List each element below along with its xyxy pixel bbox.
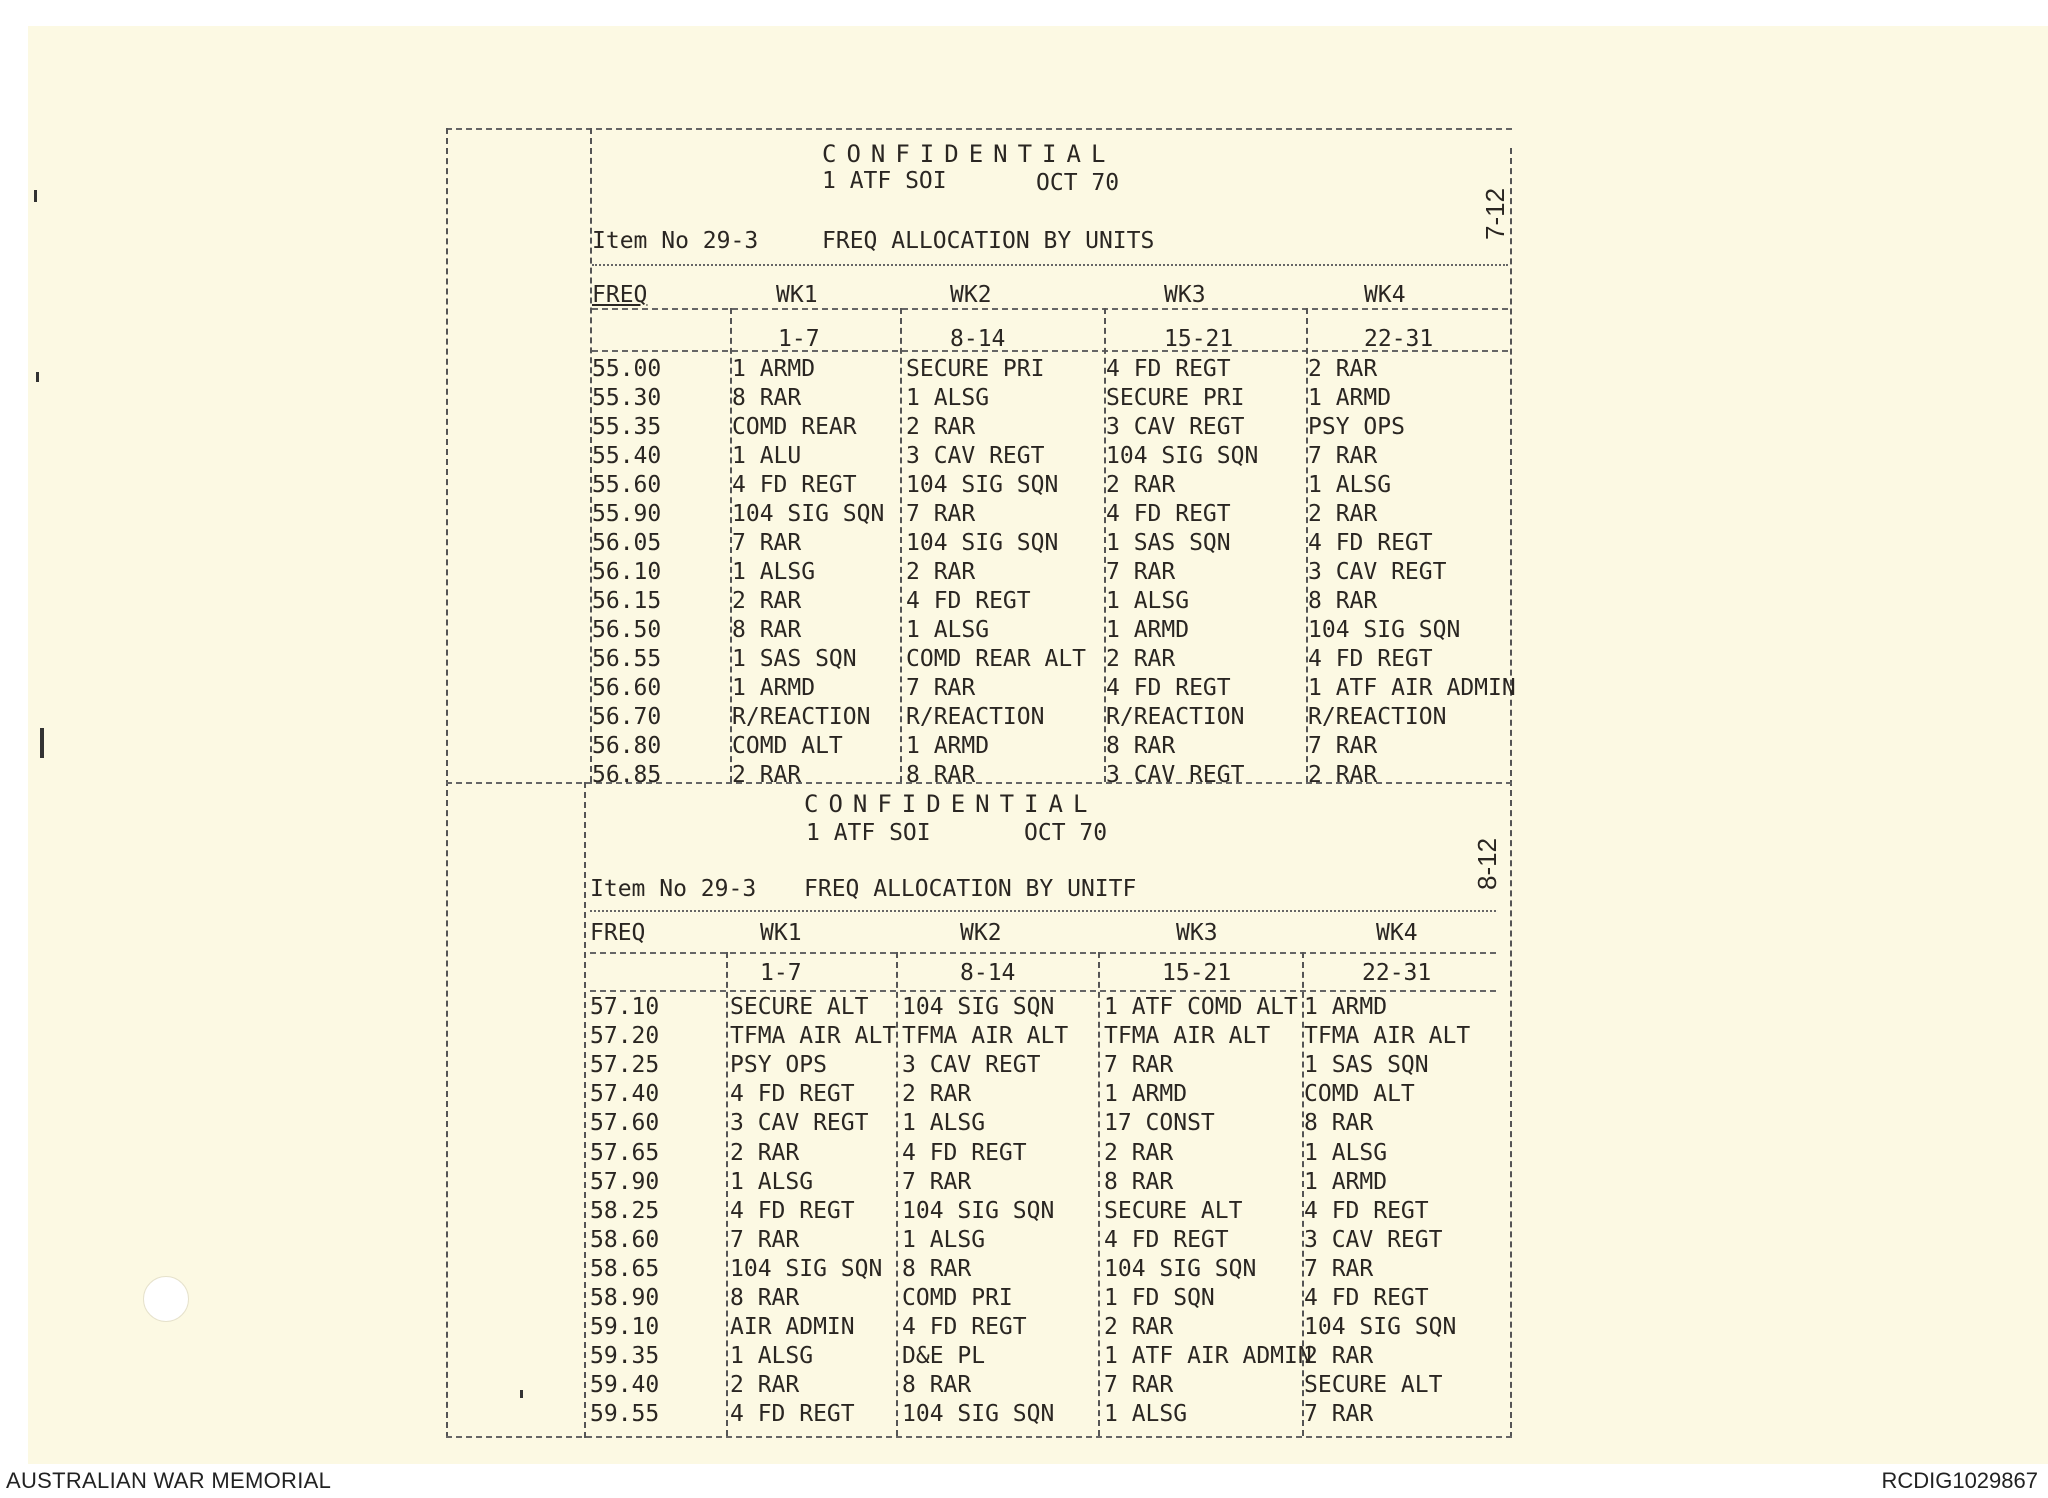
wk3-cell: 104 SIG SQN [1106,443,1259,469]
punch-hole [143,1276,189,1322]
wk1-cell: 2 RAR [732,762,802,788]
wk3-cell: 8 RAR [1104,1168,1174,1195]
wk4-cell: 8 RAR [1304,1110,1374,1137]
column-header-wk3: WK3 [1164,282,1206,308]
wk2-cell: 8 RAR [902,1372,972,1399]
wk4-cell: 104 SIG SQN [1304,1314,1457,1341]
item-title: FREQ ALLOCATION BY UNITF [804,876,1137,902]
footer-record-id: RCDIG1029867 [1881,1468,2038,1493]
wk4-cell: 3 CAV REGT [1308,559,1447,585]
freq-cell: 56.80 [592,733,662,759]
wk1-cell: 7 RAR [732,530,802,556]
wk2-cell: 4 FD REGT [902,1139,1027,1166]
wk2-cell: 104 SIG SQN [906,530,1059,556]
wk4-cell: 7 RAR [1308,733,1378,759]
wk3-cell: SECURE PRI [1106,385,1245,411]
freq-cell: 57.60 [590,1110,660,1137]
freq-cell: 57.65 [590,1139,660,1166]
classification-heading: CONFIDENTIAL [822,140,1116,168]
footer-source: AUSTRALIAN WAR MEMORIAL [6,1468,332,1493]
wk1-cell: 104 SIG SQN [730,1255,883,1282]
wk1-cell: PSY OPS [730,1052,827,1079]
wk2-cell: 1 ARMD [906,733,990,759]
wk2-cell: 4 FD REGT [906,588,1031,614]
wk1-cell: 4 FD REGT [730,1401,855,1428]
col-divider-1 [726,952,728,1436]
wk2-cell: 1 ALSG [906,617,990,643]
wk3-cell: 1 FD SQN [1104,1285,1215,1311]
wk1-cell: 7 RAR [730,1226,800,1253]
paper-mark [34,190,37,202]
wk1-cell: 1 ALSG [732,559,816,585]
wk4-cell: 8 RAR [1308,588,1378,614]
subheading-right: OCT 70 [1024,820,1108,846]
wk2-cell: TFMA AIR ALT [902,1023,1069,1050]
wk2-cell: 7 RAR [902,1168,972,1195]
wk4-cell: 2 RAR [1304,1343,1374,1370]
freq-cell: 55.00 [592,356,662,382]
wk1-cell: 8 RAR [732,385,802,411]
wk3-cell: 1 ARMD [1104,1081,1188,1108]
right-border-line [1510,148,1512,1438]
wk3-cell: 2 RAR [1106,472,1176,498]
freq-cell: 56.60 [592,675,662,701]
range-wk2: 8-14 [950,326,1006,352]
wk4-cell: 104 SIG SQN [1308,617,1461,643]
range-wk1: 1-7 [760,960,802,986]
item-title: FREQ ALLOCATION BY UNITS [822,228,1155,254]
column-header-freq: FREQ [590,920,646,946]
wk3-cell: 1 ALSG [1106,588,1190,614]
freq-cell: 56.70 [592,704,662,730]
wk4-cell: 1 ARMD [1304,1168,1388,1195]
wk3-cell: TFMA AIR ALT [1104,1023,1271,1050]
wk4-cell: TFMA AIR ALT [1304,1023,1471,1050]
wk4-cell: 1 ARMD [1308,385,1392,411]
wk4-cell: 1 SAS SQN [1304,1052,1429,1079]
column-header-wk2: WK2 [960,920,1002,946]
wk1-cell: 3 CAV REGT [730,1110,869,1137]
title-rule [590,910,1496,912]
wk1-cell: 4 FD REGT [730,1197,855,1224]
col-divider-3 [1098,952,1100,1436]
wk2-cell: 2 RAR [906,414,976,440]
freq-cell: 59.40 [590,1372,660,1399]
wk3-cell: SECURE ALT [1104,1197,1243,1224]
wk3-cell: 4 FD REGT [1106,356,1231,382]
freq-cell: 57.40 [590,1081,660,1108]
freq-cell: 56.15 [592,588,662,614]
range-wk1: 1-7 [778,326,820,352]
wk4-cell: 7 RAR [1308,443,1378,469]
wk3-cell: 4 FD REGT [1106,675,1231,701]
wk3-cell: 2 RAR [1106,646,1176,672]
wk3-cell: 3 CAV REGT [1106,762,1245,788]
wk1-cell: TFMA AIR ALT [730,1023,897,1050]
freq-cell: 56.10 [592,559,662,585]
column-header-wk4: WK4 [1376,920,1418,946]
wk1-cell: 2 RAR [730,1139,800,1166]
freq-cell: 59.35 [590,1343,660,1370]
wk3-cell: 4 FD REGT [1106,501,1231,527]
wk2-cell: 7 RAR [906,501,976,527]
wk4-cell: 2 RAR [1308,356,1378,382]
range-wk3: 15-21 [1162,960,1232,986]
wk3-cell: 1 ATF AIR ADMIN [1104,1343,1312,1370]
wk1-cell: 8 RAR [732,617,802,643]
wk4-cell: 4 FD REGT [1308,530,1433,556]
column-header-freq: FREQ [592,282,648,308]
wk1-cell: 1 ALU [732,443,802,469]
subheading-left: 1 ATF SOI [806,820,931,846]
wk2-cell: 1 ALSG [906,385,990,411]
wk2-cell: R/REACTION [906,704,1045,730]
wk2-cell: 2 RAR [906,559,976,585]
wk3-cell: 7 RAR [1104,1052,1174,1079]
wk3-cell: 7 RAR [1106,559,1176,585]
wk1-cell: 1 ARMD [732,356,816,382]
wk4-cell: 4 FD REGT [1304,1285,1429,1311]
item-number: Item No 29-3 [592,228,759,254]
wk3-cell: 4 FD REGT [1104,1226,1229,1253]
wk3-cell: 1 ALSG [1104,1401,1188,1428]
freq-cell: 57.25 [590,1052,660,1079]
wk1-cell: 1 ALSG [730,1168,814,1195]
wk4-cell: 1 ALSG [1308,472,1392,498]
wk2-cell: 104 SIG SQN [902,1197,1055,1224]
wk1-cell: 4 FD REGT [732,472,857,498]
wk3-cell: 17 CONST [1104,1110,1215,1137]
range-wk2: 8-14 [960,960,1016,986]
wk1-cell: 4 FD REGT [730,1081,855,1108]
wk3-cell: 1 SAS SQN [1106,530,1231,556]
wk2-cell: COMD PRI [902,1285,1013,1311]
classification-heading: CONFIDENTIAL [804,790,1098,818]
wk3-cell: 104 SIG SQN [1104,1255,1257,1282]
wk2-cell: 1 ALSG [902,1110,986,1137]
wk1-cell: COMD REAR [732,414,857,440]
item-number: Item No 29-3 [590,876,757,902]
wk1-cell: 1 SAS SQN [732,646,857,672]
freq-cell: 57.20 [590,1023,660,1050]
freq-cell: 56.05 [592,530,662,556]
freq-cell: 58.25 [590,1197,660,1224]
wk3-cell: 2 RAR [1104,1314,1174,1341]
footer-bar [0,1464,2048,1498]
wk2-cell: 8 RAR [906,762,976,788]
wk4-cell: 3 CAV REGT [1304,1226,1443,1253]
wk3-cell: R/REACTION [1106,704,1245,730]
freq-cell: 58.60 [590,1226,660,1253]
wk3-cell: 1 ATF COMD ALT [1104,994,1298,1020]
wk1-cell: 1 ALSG [730,1343,814,1370]
wk3-cell: 1 ARMD [1106,617,1190,643]
paper-mark [36,372,39,382]
wk2-cell: 104 SIG SQN [902,1401,1055,1428]
freq-cell: 57.90 [590,1168,660,1195]
wk2-cell: 4 FD REGT [902,1314,1027,1341]
wk2-cell: 8 RAR [902,1255,972,1282]
wk4-cell: 7 RAR [1304,1255,1374,1282]
freq-cell: 58.65 [590,1255,660,1282]
wk4-cell: 1 ARMD [1304,994,1388,1020]
page-mark: 7-12 [1480,187,1510,240]
wk4-cell: 2 RAR [1308,501,1378,527]
wk3-cell: 7 RAR [1104,1372,1174,1399]
freq-cell: 55.30 [592,385,662,411]
wk1-cell: 2 RAR [732,588,802,614]
freq-cell: 56.85 [592,762,662,788]
freq-cell: 55.40 [592,443,662,469]
freq-cell: 59.55 [590,1401,660,1428]
range-wk4: 22-31 [1362,960,1432,986]
freq-cell: 55.90 [592,501,662,527]
freq-cell: 56.50 [592,617,662,643]
wk4-cell: 4 FD REGT [1304,1197,1429,1224]
wk4-cell: 1 ALSG [1304,1139,1388,1166]
wk2-cell: 104 SIG SQN [906,472,1059,498]
wk1-cell: AIR ADMIN [730,1314,855,1341]
wk1-cell: 8 RAR [730,1285,800,1311]
wk4-cell: R/REACTION [1308,704,1447,730]
wk1-cell: COMD ALT [732,733,843,759]
top-border-line [446,128,1512,130]
freq-cell: 57.10 [590,994,660,1020]
paper-mark [40,728,44,758]
freq-cell: 59.10 [590,1314,660,1341]
wk4-cell: 2 RAR [1308,762,1378,788]
wk1-cell: R/REACTION [732,704,871,730]
title-rule [592,264,1508,266]
column-header-wk4: WK4 [1364,282,1406,308]
column-header-wk2: WK2 [950,282,992,308]
paper-mark [520,1390,523,1398]
wk2-cell: 104 SIG SQN [902,994,1055,1020]
wk2-cell: D&E PL [902,1343,986,1370]
wk4-cell: 1 ATF AIR ADMIN [1308,675,1516,701]
wk1-cell: 104 SIG SQN [732,501,885,527]
column-header-wk3: WK3 [1176,920,1218,946]
wk2-cell: 3 CAV REGT [902,1052,1041,1079]
wk2-cell: 1 ALSG [902,1226,986,1253]
subheading-left: 1 ATF SOI [822,168,947,194]
column-header-wk1: WK1 [760,920,802,946]
wk1-cell: 2 RAR [730,1372,800,1399]
wk4-cell: 4 FD REGT [1308,646,1433,672]
freq-cell: 55.35 [592,414,662,440]
wk4-cell: COMD ALT [1304,1081,1415,1108]
col-divider-2 [896,952,898,1436]
page-mark: 8-12 [1472,837,1502,890]
wk4-cell: PSY OPS [1308,414,1405,440]
subheading-right: OCT 70 [1036,170,1120,196]
freq-cell: 56.55 [592,646,662,672]
wk4-cell: SECURE ALT [1304,1372,1443,1399]
wk2-cell: COMD REAR ALT [906,646,1087,672]
range-wk4: 22-31 [1364,326,1434,352]
wk1-cell: SECURE ALT [730,994,869,1020]
col-divider-2 [900,308,902,782]
wk1-cell: 1 ARMD [732,675,816,701]
freq-cell: 55.60 [592,472,662,498]
wk3-cell: 2 RAR [1104,1139,1174,1166]
wk2-cell: 7 RAR [906,675,976,701]
wk2-cell: 2 RAR [902,1081,972,1108]
range-wk3: 15-21 [1164,326,1234,352]
freq-cell: 58.90 [590,1285,660,1311]
wk4-cell: 7 RAR [1304,1401,1374,1428]
column-header-wk1: WK1 [776,282,818,308]
wk2-cell: 3 CAV REGT [906,443,1045,469]
sheet2-left-line [584,782,586,1438]
wk2-cell: SECURE PRI [906,356,1045,382]
wk3-cell: 8 RAR [1106,733,1176,759]
wk3-cell: 3 CAV REGT [1106,414,1245,440]
bottom-border-line [446,1436,1512,1438]
